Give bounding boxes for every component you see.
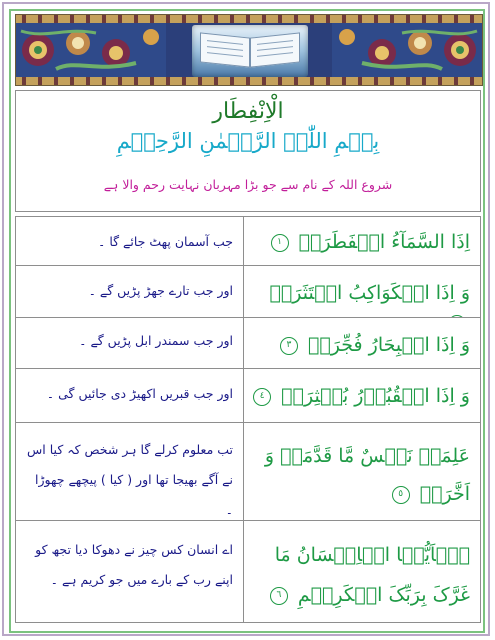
ayah-urdu: تب معلوم کرلے گا ہر شخص کہ کیا اس نے آگے بھیجا تھا اور ( کیا ) پیچھے چھوڑا ۔ xyxy=(27,442,233,517)
ayah-row xyxy=(15,422,481,521)
ayah-row xyxy=(15,520,481,623)
ayah-row xyxy=(15,216,481,266)
ayah-number-icon: ٦ xyxy=(270,587,288,605)
ayah-arabic xyxy=(244,217,480,265)
ayah-arabic-text: یٰۤاَیُّہَا الۡاِنۡسَانُ مَا غَرَّکَ بِرَبِّکَ الۡکَرِیۡمِ xyxy=(274,544,470,606)
banner-top-band xyxy=(16,15,482,23)
ayah-row xyxy=(15,368,481,423)
ayah-arabic xyxy=(244,423,480,520)
book-page-right xyxy=(250,32,300,67)
bismillah-translation: شروع اللہ کے نام سے جو بڑا مہربان نہایت رحم والا ہے xyxy=(103,177,393,192)
ayah-number-icon: ٣ xyxy=(280,337,298,355)
ayah-urdu: اور جب قبریں اکھیڑ دی جائیں گی ۔ xyxy=(46,386,233,401)
ayah-arabic xyxy=(244,266,480,317)
ayah-arabic-text: وَ اِذَا الۡقُبُوۡرُ بُعۡثِرَتۡ xyxy=(281,385,470,407)
ayah-number-icon: ١ xyxy=(271,234,289,252)
ayah-urdu: اے انسان کس چیز نے دھوکا دیا تجھ کو اپنے رب کے بارے میں جو کریم ہے ۔ xyxy=(35,542,233,587)
ayah-urdu: اور جب تارے جھڑ پڑیں گے ۔ xyxy=(88,283,233,298)
surah-header xyxy=(15,90,481,212)
ayah-arabic xyxy=(244,318,480,368)
floral-ornament-left-icon xyxy=(16,23,166,77)
ayah-arabic-text: وَ اِذَا الۡبِحَارُ فُجِّرَتۡ xyxy=(308,334,470,356)
surah-title: الْاِنْفِطَار xyxy=(212,99,284,124)
book-page-left xyxy=(200,32,250,67)
bismillah: بِسۡمِ اللّٰہِ الرَّحۡمٰنِ الرَّحِیۡمِ xyxy=(116,129,380,153)
ayah-arabic-text: عَلِمَتۡ نَفۡسٌ مَّا قَدَّمَتۡ وَ اَخَّرَتۡ xyxy=(264,445,470,505)
ayah-arabic-text: وَ اِذَا الۡکَوَاکِبُ انۡتَثَرَتۡ xyxy=(269,282,470,304)
decorative-banner xyxy=(15,14,483,86)
ayah-arabic xyxy=(244,521,480,622)
banner-bottom-band xyxy=(16,77,482,85)
ayah-urdu: اور جب سمندر ابل پڑیں گے ۔ xyxy=(79,333,233,348)
ayah-row xyxy=(15,317,481,369)
ayah-urdu: جب آسمان پھٹ جائے گا ۔ xyxy=(98,234,233,249)
open-book-image xyxy=(192,25,308,77)
ayah-number-icon: ٤ xyxy=(253,388,271,406)
ayah-arabic-text: اِذَا السَّمَآءُ انۡفَطَرَتۡ xyxy=(298,231,470,253)
floral-ornament-right-icon xyxy=(332,23,482,77)
ayah-row xyxy=(15,265,481,318)
ayah-arabic xyxy=(244,369,480,422)
ayah-number-icon: ٥ xyxy=(392,486,410,504)
